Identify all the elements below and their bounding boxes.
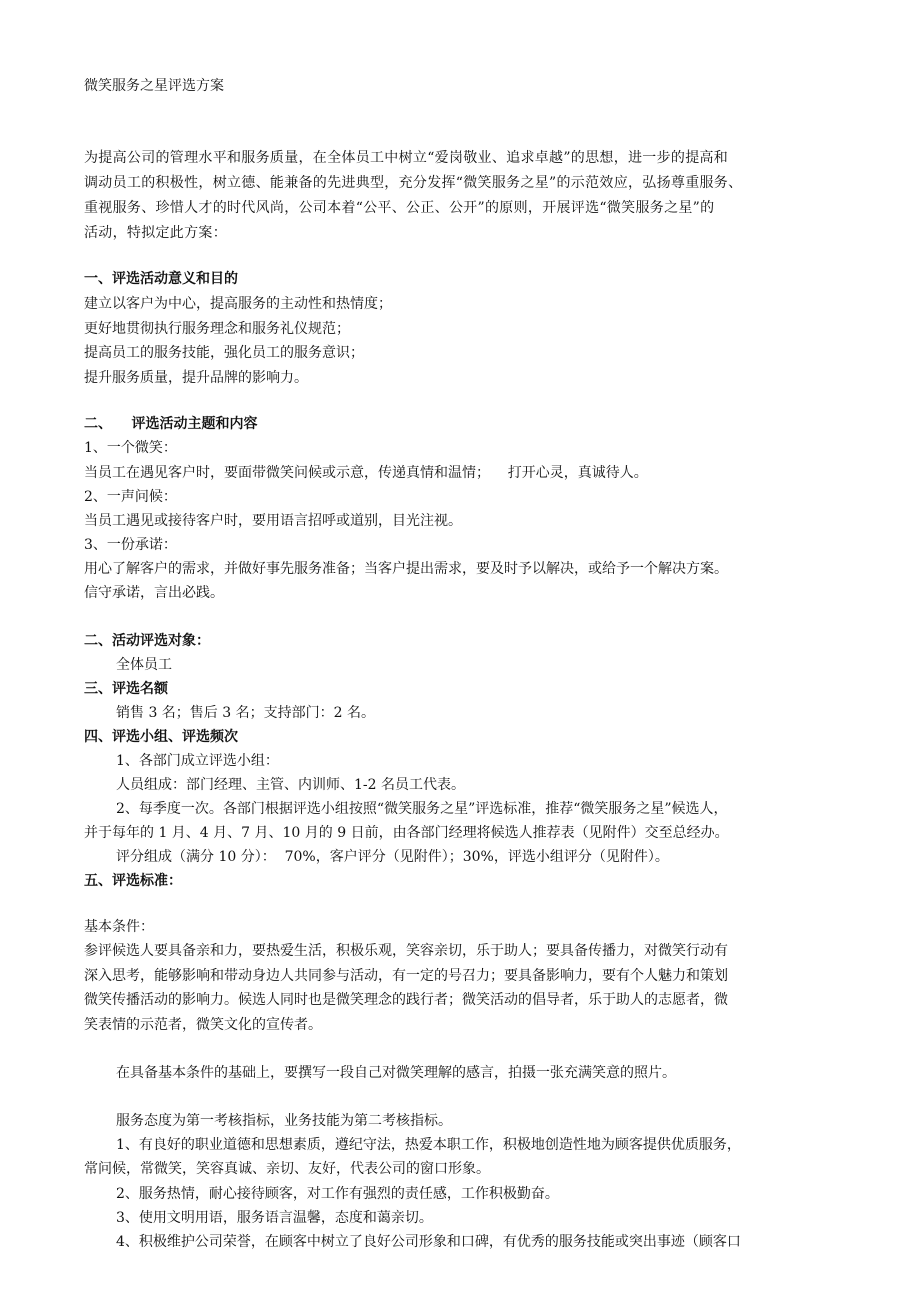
- intro-line-1: 为提高公司的管理水平和服务质量，在全体员工中树立“爱岗敬业、追求卓越”的思想，进一步的提高和: [84, 150, 729, 166]
- criteria-intro: 服务态度为第一考核指标，业务技能为第二考核指标。: [116, 1113, 452, 1129]
- section-3-text: 全体员工: [116, 657, 172, 673]
- section-2-line: 用心了解客户的需求，并做好事先服务准备；当客户提出需求，要及时予以解决，或给予一个解决方案。: [84, 561, 728, 577]
- section-1-item: 建立以客户为中心，提高服务的主动性和热情度；: [84, 296, 392, 312]
- criteria-line: 常问候，常微笑，笑容真诚、亲切、友好，代表公司的窗口形象。: [84, 1161, 490, 1177]
- section-2-line: 当员工遇见或接待客户时，要用语言招呼或道别，目光注视。: [84, 513, 462, 529]
- section-5-line: 1、各部门成立评选小组：: [116, 753, 279, 769]
- basic-conditions-line: 笑表情的示范者，微笑文化的宣传者。: [84, 1017, 322, 1033]
- basic-conditions-line: 参评候选人要具备亲和力，要热爱生活，积极乐观，笑容亲切，乐于助人；要具备传播力，对微笑行动有: [84, 943, 728, 959]
- section-1-item: 提升服务质量，提升品牌的影响力。: [84, 370, 308, 386]
- section-2-heading: 二、 评选活动主题和内容: [84, 416, 258, 432]
- section-4-heading: 三、评选名额: [84, 681, 168, 697]
- document-title: 微笑服务之星评选方案: [84, 78, 224, 94]
- section-5-line: 并于每年的 1 月、4 月、7 月、10 月的 9 日前，由各部门经理将候选人推荐表（见附件）交至总经办。: [84, 825, 729, 841]
- basic-conditions-line: 微笑传播活动的影响力。候选人同时也是微笑理念的践行者；微笑活动的倡导者，乐于助人的志愿者，微: [84, 992, 728, 1008]
- section-2-line: 1、一个微笑：: [84, 440, 177, 456]
- section-5-line: 2、每季度一次。各部门根据评选小组按照“微笑服务之星”评选标准，推荐“微笑服务之星”候选人，: [116, 801, 728, 817]
- criteria-line: 2、服务热情，耐心接待顾客，对工作有强烈的责任感，工作积极勤奋。: [116, 1186, 559, 1202]
- intro-line-4: 活动，特拟定此方案：: [84, 225, 227, 241]
- section-1-item: 更好地贯彻执行服务理念和服务礼仪规范；: [84, 321, 350, 337]
- section-1-heading: 一、评选活动意义和目的: [84, 271, 238, 287]
- section-5-heading: 四、评选小组、评选频次: [84, 729, 238, 745]
- section-2-line: 3、一份承诺：: [84, 537, 177, 553]
- criteria-line: 4、积极维护公司荣誉，在顾客中树立了良好公司形象和口碑，有优秀的服务技能或突出事迹（顾客口: [116, 1234, 741, 1250]
- section-2-line: 2、一声问候：: [84, 489, 177, 505]
- criteria-line: 3、使用文明用语，服务语言温馨，态度和蔼亲切。: [116, 1210, 433, 1226]
- extra-requirement: 在具备基本条件的基础上，要撰写一段自己对微笑理解的感言，拍摄一张充满笑意的照片。: [116, 1065, 676, 1081]
- section-2-line: 信守承诺，言出必践。: [84, 585, 224, 601]
- section-1-item: 提高员工的服务技能，强化员工的服务意识；: [84, 345, 364, 361]
- basic-conditions-line: 深入思考，能够影响和带动身边人共同参与活动，有一定的号召力；要具备影响力，要有个人魅力和策划: [84, 968, 728, 984]
- section-4-text: 销售 3 名；售后 3 名；支持部门：2 名。: [116, 705, 375, 721]
- section-5-line: 人员组成：部门经理、主管、内训师、1-2 名员工代表。: [116, 777, 465, 793]
- criteria-line: 1、有良好的职业道德和思想素质，遵纪守法，热爱本职工作，积极地创造性地为顾客提供优质服务，: [116, 1137, 741, 1153]
- section-2-line: 当员工在遇见客户时，要面带微笑问候或示意，传递真情和温情； 打开心灵，真诚待人。: [84, 465, 648, 481]
- intro-line-3: 重视服务、珍惜人才的时代风尚，公司本着“公平、公正、公开”的原则，开展评选“微笑服务之星”的: [84, 200, 715, 216]
- section-6-heading: 五、评选标准：: [84, 873, 182, 889]
- intro-line-2: 调动员工的积极性，树立德、能兼备的先进典型，充分发挥“微笑服务之星”的示范效应，弘扬尊重服务、: [84, 175, 743, 191]
- section-3-heading: 二、活动评选对象：: [84, 633, 210, 649]
- section-5-line: 评分组成（满分 10 分）： 70%，客户评分（见附件）；30%，评选小组评分（见附件）。: [116, 849, 669, 865]
- basic-conditions-label: 基本条件：: [84, 919, 154, 935]
